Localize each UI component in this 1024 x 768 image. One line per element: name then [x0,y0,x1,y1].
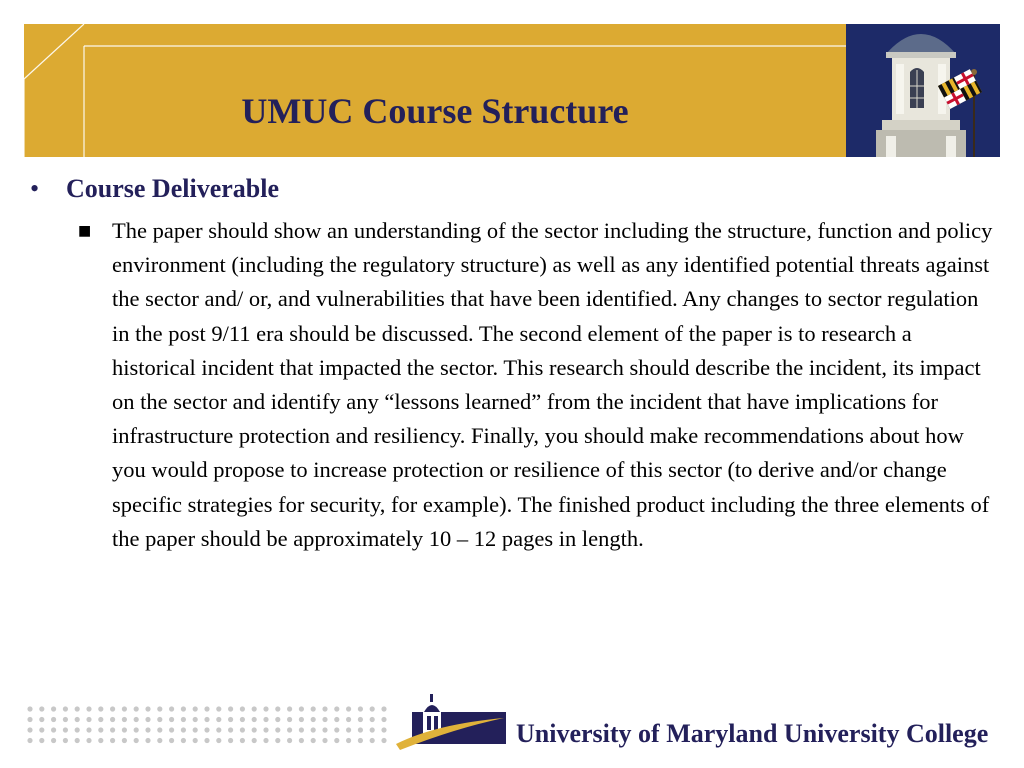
decorative-dot [358,717,363,722]
decorative-dot [110,727,115,732]
decorative-dot [334,727,339,732]
decorative-dot [322,727,327,732]
footer-dot-grid [26,705,390,745]
decorative-dot [204,727,209,732]
decorative-dot [169,717,174,722]
sub-bullet-item [78,214,1005,556]
decorative-dot [63,738,68,743]
slide-content [30,172,1005,556]
decorative-dot [275,706,280,711]
decorative-dot [134,738,139,743]
decorative-dot [370,717,375,722]
decorative-dot [263,717,268,722]
decorative-dot [287,727,292,732]
decorative-dot [228,738,233,743]
decorative-dot [263,706,268,711]
decorative-dot [122,706,127,711]
decorative-dot [252,738,257,743]
decorative-dot [63,706,68,711]
decorative-dot [51,706,56,711]
bullet-item [30,172,1005,206]
decorative-dot [311,738,316,743]
decorative-dot [346,738,351,743]
decorative-dot [51,727,56,732]
umuc-logo-icon [396,694,506,752]
decorative-dot [181,706,186,711]
decorative-dot [145,727,150,732]
decorative-dot [193,717,198,722]
decorative-dot [27,727,32,732]
decorative-dot [110,706,115,711]
decorative-dot [134,706,139,711]
decorative-dot [39,727,44,732]
sub-bullet-text: The paper should show an understanding of the sector including the structure, function and policy environment (including the regulatory structure) as well as any identified potential threats against the sector and/ or, and vulnerabilities that have been identified. Any changes to sector regulation in the post 9/11 era should be discussed. The second element of the paper is to research a historical incident that impacted the sector. This research should describe the incident, its impact on the sector and identify any “lessons learned” from the incident that have implications for infrastructure protection and resiliency. Finally, you should make recommendations about how you would propose to increase protection or resilience of this sector (to derive and/or change specific strategies for security, for example). The finished product including the three elements of the paper should be approximately 10 – 12 pages in length. [112,218,993,551]
decorative-dot [228,717,233,722]
bullet-heading: Course Deliverable [66,174,280,203]
decorative-dot [240,738,245,743]
page-title: UMUC Course Structure [241,91,629,131]
decorative-dot [75,717,80,722]
decorative-dot [216,717,221,722]
decorative-dot [322,706,327,711]
decorative-dot [381,706,386,711]
decorative-dot [204,717,209,722]
decorative-dot [134,717,139,722]
decorative-dot [275,717,280,722]
decorative-dot [358,706,363,711]
decorative-dot [381,727,386,732]
decorative-dot [204,738,209,743]
decorative-dot [299,738,304,743]
decorative-dot [299,706,304,711]
decorative-dot [381,717,386,722]
decorative-dot [157,727,162,732]
decorative-dot [27,706,32,711]
decorative-dot [86,727,91,732]
decorative-dot [75,706,80,711]
clock-tower-icon [846,24,1000,157]
decorative-dot [39,717,44,722]
decorative-dot [181,727,186,732]
decorative-dot [216,738,221,743]
decorative-dot [228,706,233,711]
decorative-dot [216,727,221,732]
decorative-dot [86,706,91,711]
decorative-dot [98,706,103,711]
decorative-dot [252,717,257,722]
decorative-dot [157,717,162,722]
decorative-dot [370,727,375,732]
decorative-dot [193,738,198,743]
decorative-dot [334,717,339,722]
decorative-dot [181,717,186,722]
decorative-dot [27,717,32,722]
decorative-dot [157,738,162,743]
decorative-dot [346,717,351,722]
decorative-dot [75,738,80,743]
decorative-dot [122,727,127,732]
decorative-dot [240,706,245,711]
decorative-dot [39,706,44,711]
decorative-dot [263,727,268,732]
decorative-dot [75,727,80,732]
decorative-dot [334,738,339,743]
decorative-dot [145,717,150,722]
decorative-dot [370,706,375,711]
decorative-dot [252,727,257,732]
decorative-dot [181,738,186,743]
decorative-dot [169,706,174,711]
clock-tower-photo [846,24,1000,157]
decorative-dot [228,727,233,732]
institution-name: University of Maryland University College [516,719,989,748]
decorative-dot [51,717,56,722]
decorative-dot [358,727,363,732]
decorative-dot [122,717,127,722]
decorative-dot [86,717,91,722]
decorative-dot [287,706,292,711]
decorative-dot [63,727,68,732]
decorative-dot [370,738,375,743]
decorative-dot [157,706,162,711]
decorative-dot [98,727,103,732]
decorative-dot [134,727,139,732]
decorative-dot [193,727,198,732]
decorative-dot [275,738,280,743]
decorative-dot [299,727,304,732]
decorative-dot [51,738,56,743]
decorative-dot [299,717,304,722]
decorative-dot [204,706,209,711]
decorative-dot [358,738,363,743]
decorative-dot [110,717,115,722]
decorative-dot [287,738,292,743]
decorative-dot [169,738,174,743]
decorative-dot [334,706,339,711]
decorative-dot [311,706,316,711]
decorative-dot [240,717,245,722]
decorative-dot [39,738,44,743]
decorative-dot [98,717,103,722]
decorative-dot [322,717,327,722]
decorative-dot [275,727,280,732]
bullet-dot-icon: • [30,174,40,203]
decorative-dot [322,738,327,743]
decorative-dot [381,738,386,743]
decorative-dot [169,727,174,732]
decorative-dot [216,706,221,711]
decorative-dot [311,717,316,722]
decorative-dot [263,738,268,743]
decorative-dot [27,738,32,743]
decorative-dot [145,706,150,711]
decorative-dot [252,706,257,711]
decorative-dot [98,738,103,743]
decorative-dot [240,727,245,732]
decorative-dot [287,717,292,722]
decorative-dot [311,727,316,732]
square-bullet-icon: ■ [78,223,92,239]
decorative-dot [193,706,198,711]
decorative-dot [110,738,115,743]
decorative-dot [86,738,91,743]
decorative-dot [346,727,351,732]
decorative-dot [346,706,351,711]
decorative-dot [122,738,127,743]
decorative-dot [145,738,150,743]
decorative-dot [63,717,68,722]
